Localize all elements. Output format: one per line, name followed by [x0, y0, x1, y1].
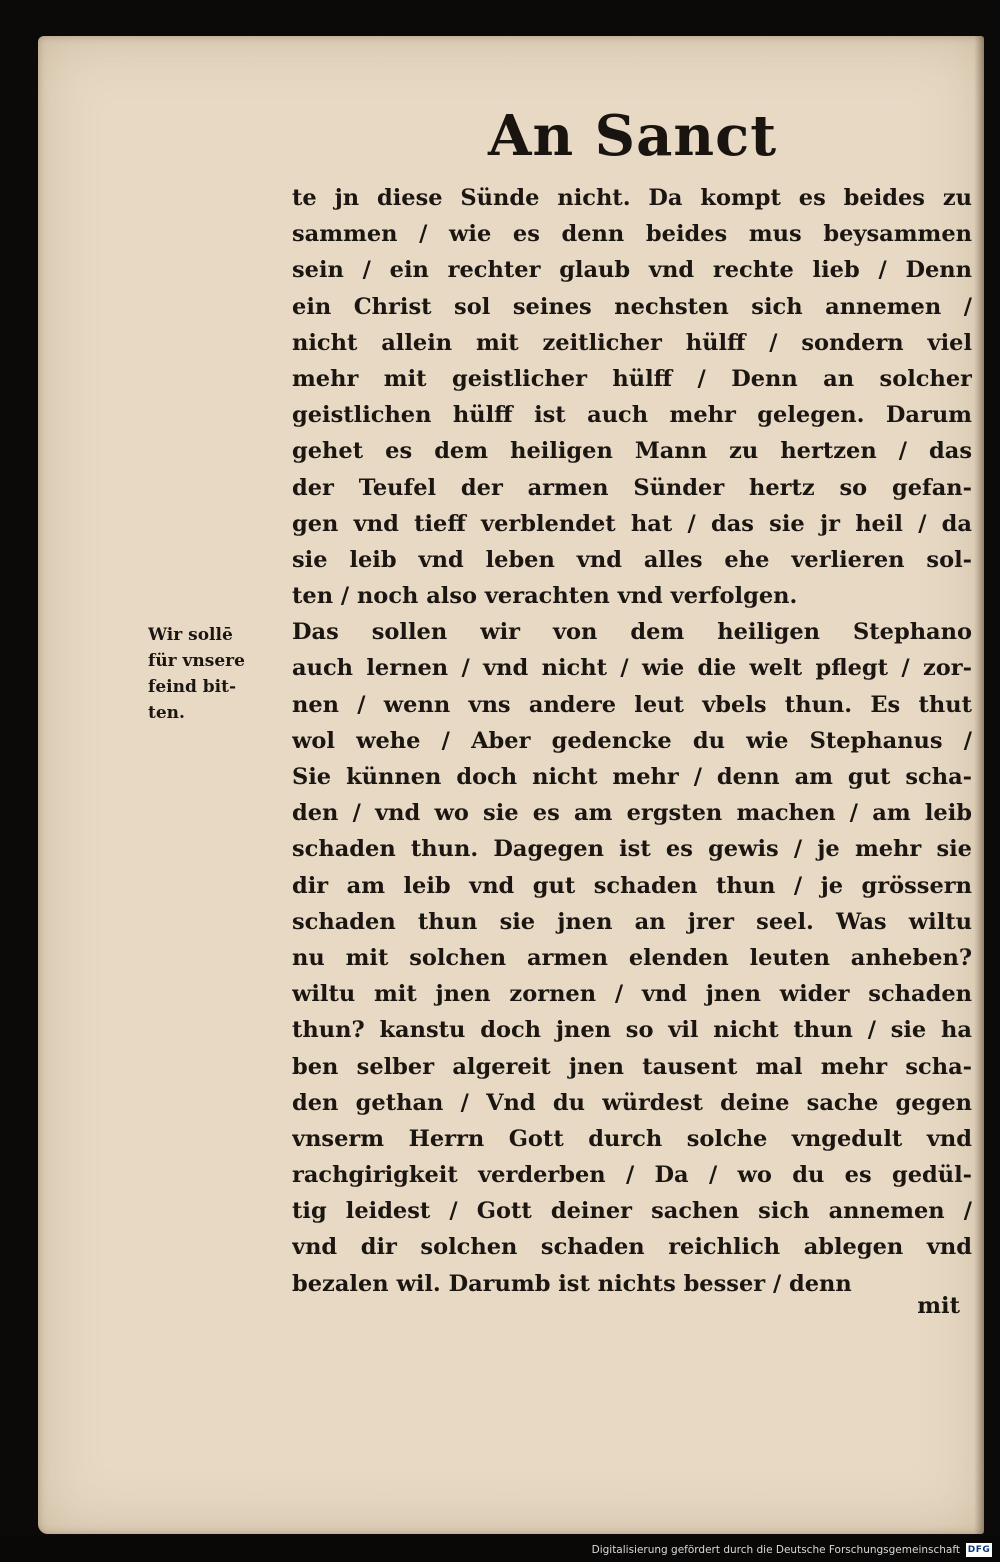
text-line: ben selber algereit jnen tausent mal mehr scha- [292, 1053, 972, 1080]
marginal-note-line: ten. [148, 703, 185, 723]
text-line: ten / noch also verachten vnd verfolgen. [292, 583, 798, 610]
text-line: sammen / wie es denn beides mus beysammen [292, 221, 972, 248]
text-line: gehet es dem heiligen Mann zu hertzen / das [292, 438, 972, 465]
text-line: schaden thun sie jnen an jrer seel. Was wiltu [292, 908, 972, 935]
text-line: wiltu mit jnen zornen / vnd jnen wider schaden [292, 981, 972, 1008]
text-line: bezalen wil. Darumb ist nichts besser / denn [292, 1270, 852, 1297]
text-line: nen / wenn vns andere leut vbels thun. Es thut [292, 691, 972, 718]
text-line: ein Christ sol seines nechsten sich annemen / [292, 293, 972, 320]
footer-credit: Digitalisierung gefördert durch die Deutsche Forschungsgemeinschaft [591, 1544, 960, 1556]
text-line: vnserm Herrn Gott durch solche vngedult vnd [292, 1125, 972, 1152]
text-line: te jn diese Sünde nicht. Da kompt es beides zu [292, 185, 972, 211]
text-line: der Teufel der armen Sünder hertz so gefan- [292, 474, 972, 501]
running-head: An Sanct [488, 103, 778, 169]
marginal-note-line: für vnsere [148, 651, 245, 671]
marginal-note [148, 622, 283, 726]
text-line: nicht allein mit zeitlicher hülff / sondern viel [292, 329, 972, 356]
dfg-logo-icon: DFG [967, 1545, 991, 1555]
catchword: mit [917, 1293, 960, 1319]
text-line: sein / ein rechter glaub vnd rechte lieb / Denn [292, 257, 972, 284]
body-text [292, 180, 972, 1302]
text-line: dir am leib vnd gut schaden thun / je grössern [292, 872, 972, 899]
text-line: gen vnd tieff verblendet hat / das sie jr heil / da [292, 510, 972, 537]
text-line: sie leib vnd leben vnd alles ehe verlieren sol- [292, 546, 972, 573]
text-line: nu mit solchen armen elenden leuten anheben? [292, 944, 972, 971]
marginal-note-line: feind bit- [148, 677, 237, 697]
text-line: rachgirigkeit verderben / Da / wo du es gedül- [292, 1162, 972, 1189]
page-edge-shadow [974, 36, 984, 1534]
text-line: wol wehe / Aber gedencke du wie Stephanus / [292, 727, 972, 754]
text-line: Das sollen wir von dem heiligen Stephano [292, 619, 972, 646]
text-line: thun? kanstu doch jnen so vil nicht thun / sie ha [292, 1017, 972, 1044]
text-line: schaden thun. Dagegen ist es gewis / je mehr sie [292, 836, 972, 863]
text-line: den / vnd wo sie es am ergsten machen / am leib [292, 800, 972, 827]
text-line: mehr mit geistlicher hülff / Denn an solcher [292, 365, 972, 392]
text-line: tig leidest / Gott deiner sachen sich annemen / [292, 1198, 972, 1225]
text-line: vnd dir solchen schaden reichlich ablegen vnd [292, 1234, 972, 1261]
marginal-note-line: Wir sollē [148, 625, 233, 645]
text-line: den gethan / Vnd du würdest deine sache gegen [292, 1089, 972, 1116]
text-line: auch lernen / vnd nicht / wie die welt pflegt / zor- [292, 655, 972, 682]
text-line: Sie künnen doch nicht mehr / denn am gut scha- [292, 764, 972, 790]
text-line: geistlichen hülff ist auch mehr gelegen. Darum [292, 402, 972, 429]
